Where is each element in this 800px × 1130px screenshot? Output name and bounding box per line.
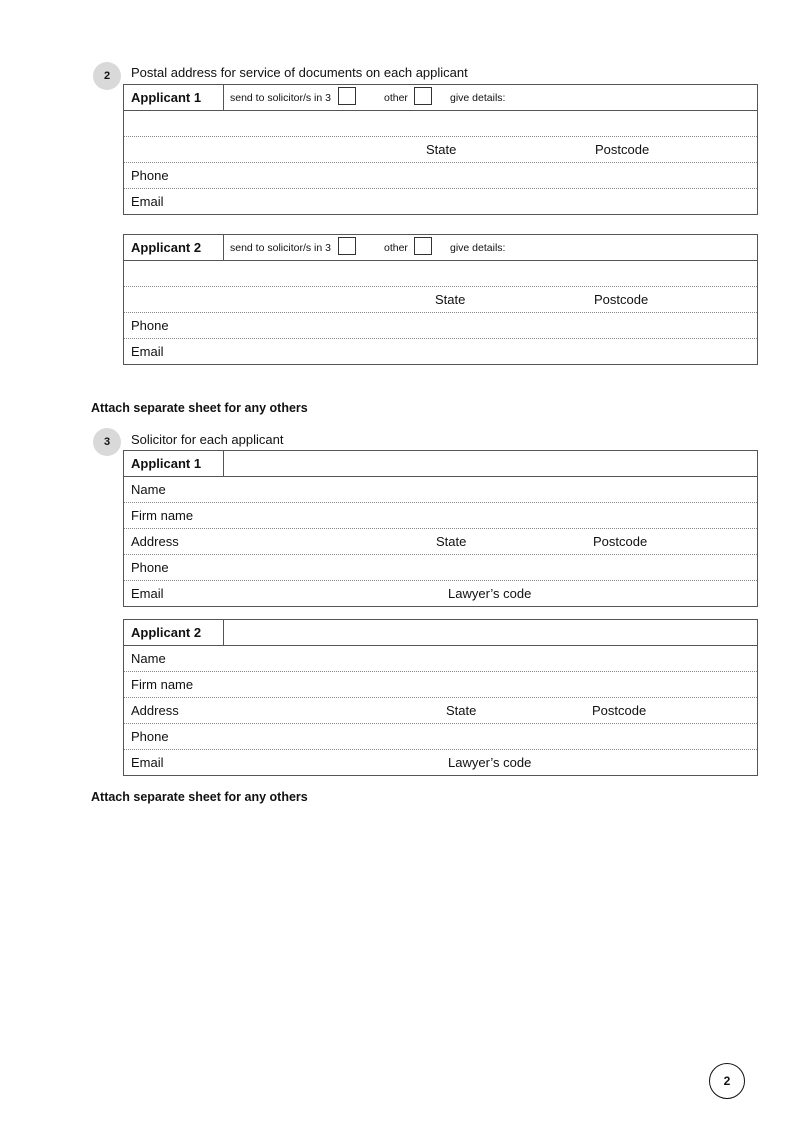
solicitor-header-row — [124, 620, 757, 646]
give-details-label: give details: — [450, 92, 506, 104]
other-label: other — [384, 92, 408, 104]
solicitor-header-row — [124, 451, 757, 477]
postcode-label: Postcode — [595, 142, 650, 157]
state-label: State — [426, 142, 457, 157]
postcode-label: Postcode — [594, 292, 649, 307]
phone-label: Phone — [131, 168, 169, 183]
address-row[interactable] — [124, 697, 757, 723]
address-line-row[interactable] — [124, 261, 757, 286]
name-label: Name — [131, 482, 166, 497]
applicant-heading: Applicant 2 — [124, 235, 224, 260]
attach-note-section-3: Attach separate sheet for any others — [91, 790, 308, 804]
email-row[interactable] — [124, 580, 757, 606]
address-label: Address — [131, 534, 179, 549]
name-label: Name — [131, 651, 166, 666]
state-label: State — [436, 534, 467, 549]
solicitor-applicant-1 — [123, 450, 758, 607]
state-postcode-row[interactable] — [124, 286, 757, 312]
email-label: Email — [131, 344, 164, 359]
firm-name-row[interactable] — [124, 502, 757, 528]
section-3-number: 3 — [103, 436, 111, 448]
address-row[interactable] — [124, 528, 757, 554]
phone-label: Phone — [131, 318, 169, 333]
phone-label: Phone — [131, 560, 169, 575]
section-2-number-badge — [93, 62, 121, 90]
lawyers-code-label: Lawyer’s code — [448, 586, 532, 601]
name-row[interactable] — [124, 477, 757, 502]
solicitor-applicant-2 — [123, 619, 758, 776]
page-number-text: 2 — [723, 1074, 731, 1088]
page-number — [709, 1063, 745, 1099]
phone-row[interactable] — [124, 723, 757, 749]
firm-name-label: Firm name — [131, 508, 194, 523]
send-to-solicitor-label: send to solicitor/s in 3 — [230, 242, 331, 254]
other-label: other — [384, 242, 408, 254]
email-label: Email — [131, 755, 164, 770]
section-2-number: 2 — [103, 70, 111, 82]
send-to-solicitor-label: send to solicitor/s in 3 — [230, 92, 331, 104]
phone-row[interactable] — [124, 554, 757, 580]
phone-row[interactable] — [124, 312, 757, 338]
address-label: Address — [131, 703, 179, 718]
email-row[interactable] — [124, 338, 757, 364]
email-row[interactable] — [124, 188, 757, 214]
send-to-solicitor-checkbox[interactable] — [338, 237, 356, 255]
phone-label: Phone — [131, 729, 169, 744]
other-checkbox[interactable] — [414, 87, 432, 105]
postcode-label: Postcode — [593, 534, 648, 549]
send-to-solicitor-checkbox[interactable] — [338, 87, 356, 105]
postal-header-row — [124, 85, 757, 111]
section-3-number-badge — [93, 428, 121, 456]
firm-name-row[interactable] — [124, 671, 757, 697]
other-checkbox[interactable] — [414, 237, 432, 255]
postal-address-applicant-1 — [123, 84, 758, 215]
email-row[interactable] — [124, 749, 757, 775]
section-3-title: Solicitor for each applicant — [131, 432, 284, 447]
state-label: State — [446, 703, 477, 718]
section-2-title: Postal address for service of documents on each applicant — [131, 65, 468, 80]
address-line-row[interactable] — [124, 111, 757, 136]
postal-address-applicant-2 — [123, 234, 758, 365]
postcode-label: Postcode — [592, 703, 647, 718]
postal-header-row — [124, 235, 757, 261]
email-label: Email — [131, 586, 164, 601]
applicant-heading: Applicant 1 — [124, 451, 224, 476]
firm-name-label: Firm name — [131, 677, 194, 692]
phone-row[interactable] — [124, 162, 757, 188]
state-label: State — [435, 292, 466, 307]
give-details-label: give details: — [450, 242, 506, 254]
lawyers-code-label: Lawyer’s code — [448, 755, 532, 770]
state-postcode-row[interactable] — [124, 136, 757, 162]
name-row[interactable] — [124, 646, 757, 671]
applicant-heading: Applicant 2 — [124, 620, 224, 645]
applicant-heading: Applicant 1 — [124, 85, 224, 110]
email-label: Email — [131, 194, 164, 209]
attach-note-section-2: Attach separate sheet for any others — [91, 401, 308, 415]
